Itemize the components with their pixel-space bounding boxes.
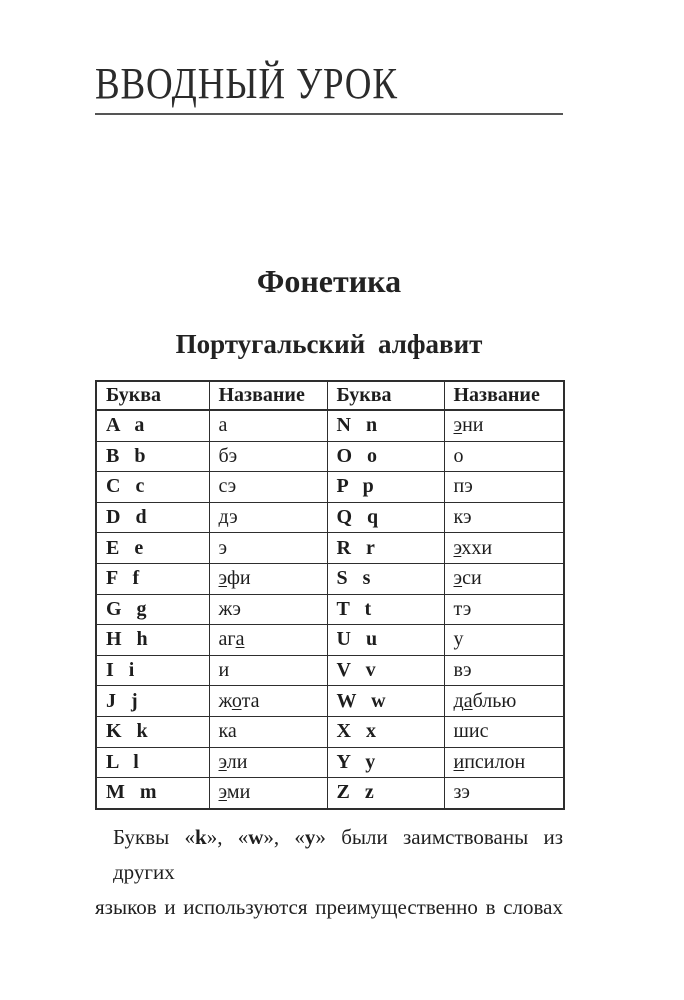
table-row [96,686,564,717]
letter-cell: R r [327,533,444,564]
letter-cell: J j [96,686,209,717]
table-row [96,778,564,809]
name-cell: эми [209,778,327,809]
name-cell: эли [209,747,327,778]
paragraph-line: языков и используются преимущественно в словах [95,895,563,919]
underlined-letter: э [453,536,462,559]
underlined-letter: э [218,750,227,773]
subsection-heading: Португальский алфавит [175,329,483,359]
page-title: ВВОДНЫЙ УРОК [95,59,398,108]
name-cell: эфи [209,563,327,594]
column-header-name-1: Название [209,381,327,410]
letter-cell: A a [96,410,209,441]
table-row [96,441,564,472]
underlined-letter: и [453,750,465,773]
name-cell: э [209,533,327,564]
name-cell: и [209,655,327,686]
table-row [96,655,564,686]
column-header-letter-2: Буква [327,381,444,410]
bold-letter: y [304,825,316,849]
letter-cell: B b [96,441,209,472]
underlined-letter: э [453,414,463,437]
name-cell: зэ [444,778,564,809]
bold-letter: k [195,825,207,849]
header-row [96,381,564,410]
name-cell: дэ [209,502,327,533]
letter-cell: V v [327,655,444,686]
letter-cell: W w [327,686,444,717]
letter-cell: O o [327,441,444,472]
table-row [96,410,564,441]
name-cell: о [444,441,564,472]
bold-letter: w [248,825,264,849]
intro-paragraph [95,820,563,925]
section-heading: Фонетика [256,263,402,299]
table-row [96,594,564,625]
name-cell: ка [209,716,327,747]
letter-cell: K k [96,716,209,747]
underlined-letter: э [218,781,227,804]
letter-cell: F f [96,563,209,594]
letter-cell: C c [96,472,209,503]
name-cell: эххи [444,533,564,564]
alphabet-table [95,380,565,810]
table-row [96,563,564,594]
name-cell: кэ [444,502,564,533]
name-cell: пэ [444,472,564,503]
letter-cell: E e [96,533,209,564]
title-underline [95,113,563,115]
letter-cell: P p [327,472,444,503]
letter-cell: D d [96,502,209,533]
letter-cell: L l [96,747,209,778]
column-header-letter-1: Буква [96,381,209,410]
letter-cell: U u [327,625,444,656]
underlined-letter: э [218,567,227,590]
paragraph-line: Буквы «k», «w», «y» были заимствованы из других [113,825,563,884]
table-row [96,533,564,564]
name-cell: ага [209,625,327,656]
letter-cell: Q q [327,502,444,533]
name-cell: эни [444,410,564,441]
name-cell: жота [209,686,327,717]
name-cell: эси [444,563,564,594]
table-row [96,747,564,778]
letter-cell: I i [96,655,209,686]
table-row [96,502,564,533]
underlined-letter: э [453,567,463,590]
letter-cell: T t [327,594,444,625]
column-header-name-2: Название [444,381,564,410]
underlined-letter: а [463,689,473,712]
name-cell: бэ [209,441,327,472]
name-cell: вэ [444,655,564,686]
letter-cell: Z z [327,778,444,809]
table-row [96,716,564,747]
name-cell: тэ [444,594,564,625]
letter-cell: X x [327,716,444,747]
letter-cell: N n [327,410,444,441]
letter-cell: H h [96,625,209,656]
name-cell: сэ [209,472,327,503]
letter-cell: S s [327,563,444,594]
name-cell: а [209,410,327,441]
alphabet-table-body [96,410,564,809]
name-cell: у [444,625,564,656]
name-cell: даблью [444,686,564,717]
name-cell: ипсилон [444,747,564,778]
name-cell: жэ [209,594,327,625]
table-row [96,625,564,656]
underlined-letter: о [231,689,242,712]
letter-cell: G g [96,594,209,625]
letter-cell: Y y [327,747,444,778]
letter-cell: M m [96,778,209,809]
table-row [96,472,564,503]
alphabet-table-head [96,381,564,410]
name-cell: шис [444,716,564,747]
underlined-letter: а [235,628,245,651]
